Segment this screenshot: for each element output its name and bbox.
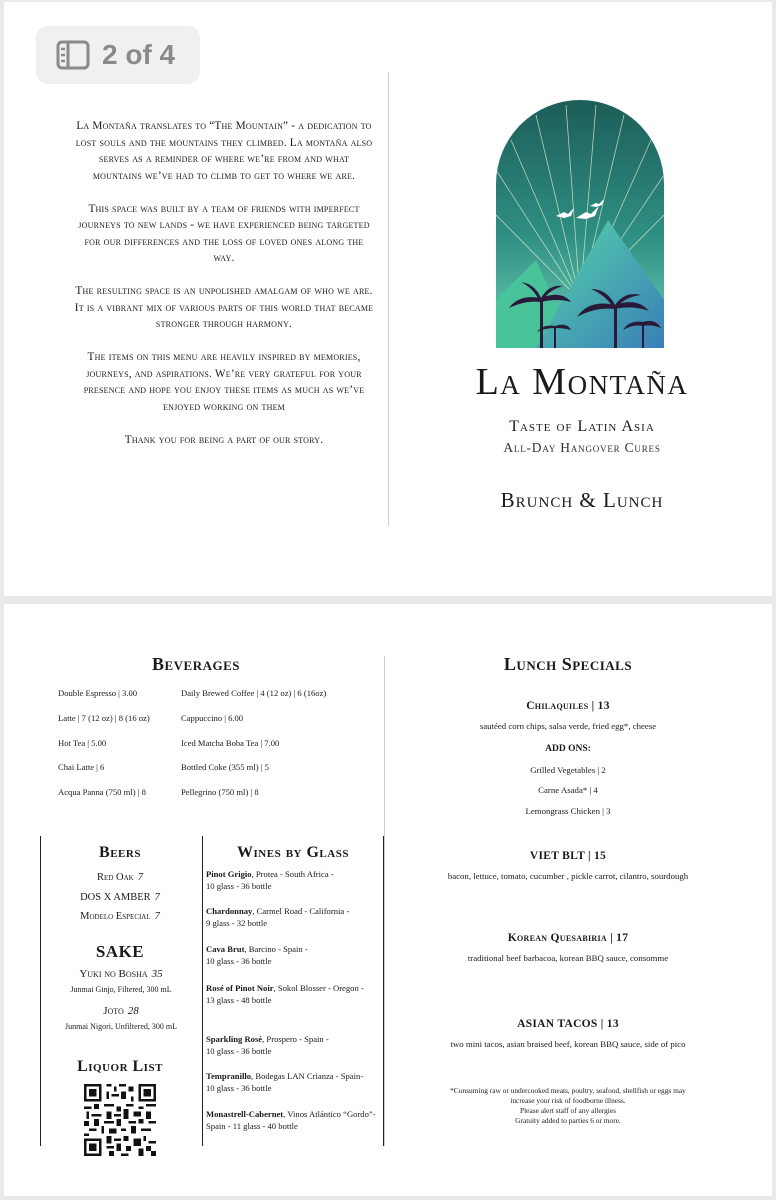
divider [388,72,389,526]
beers-heading: Beers [99,844,141,861]
menu-page-front [4,2,772,596]
story-text [74,118,374,465]
beverage-item: Chai Latte | 6 [58,762,105,773]
lunch-specials-heading: Lunch Specials [503,654,633,674]
menu-title: Brunch & Lunch [500,488,664,512]
beers-list [44,868,196,927]
lunch-item-desc: two mini tacos, asian braised beef, korean BBQ sauce, side of pico [450,1039,686,1049]
beverage-item: Hot Tea | 5.00 [58,737,107,748]
add-ons-list [404,739,732,821]
tagline: Taste of Latin Asia [509,418,655,435]
beverage-row [58,738,378,763]
beverage-item: Daily Brewed Coffee | 4 (12 oz) | 6 (16oz) [181,688,327,698]
beverages-list [58,688,378,812]
sake-item: Joto 28 Junmai Nigori, Unfiltered, 300 mL [65,1005,177,1031]
wines-heading: Wines by Glass [237,844,349,861]
beverage-row [58,762,378,787]
lunch-item-desc: bacon, lettuce, tomato, cucumber , pickle carrot, cilantro, sourdough [447,871,689,881]
lunch-item-name: Korean Quesabiria | 17 [507,932,629,944]
divider [384,656,385,1146]
lunch-item-name: Chilaquiles | 13 [526,700,610,712]
sake-item: Yuki no Bosha 35 Junmai Ginjo, Filtered, 300 mL [70,968,172,994]
lunch-item [404,850,732,881]
beer-item: DOS X AMBER 7 [80,891,160,903]
beverage-row [58,688,378,713]
beer-item: Red Oak 7 [97,872,143,883]
page-indicator-label: 2 of 4 [102,39,176,70]
beverage-row [58,787,378,812]
add-on-item: Carne Asada* | 4 [538,785,598,795]
divider [383,836,384,1146]
sake-heading: SAKE [95,942,145,961]
lunch-item-desc: sautéed corn chips, salsa verde, fried egg*, cheese [479,721,657,731]
sidebar-icon [56,40,90,70]
story-paragraph: The resulting space is an unpolished amalgam of who we are. It is a vibrant mix of various parts of this world that became stronger through harmony. [74,285,374,330]
add-on-item: Grilled Vegetables | 2 [530,764,606,775]
story-paragraph: La Montaña translates to “The Mountain” - a dedication to lost souls and the mountains they climbed. La montaña also serves as a reminder of where we’re from and what mountains we’ve had to climb to get to where we are. [75,120,373,182]
mountain-logo [496,100,664,348]
wine-item: Monastrell-Cabernet, Vinos Atlántico “Gordo”- Spain - 11 glass - 40 bottle [206,1109,376,1132]
beverage-item: Pellegrino (750 ml) | 8 [181,787,259,798]
lunch-item [404,700,732,821]
wine-item: Tempranillo, Bodegas LAN Crianza - Spain- 10 glass - 36 bottle [206,1071,364,1094]
lunch-item [404,1018,732,1049]
beer-item: Modelo Especial 7 [80,911,160,922]
beverage-item: Acqua Panna (750 ml) | 8 [58,787,146,798]
page-indicator[interactable] [36,26,200,84]
tagline-secondary: All-Day Hangover Cures [503,440,661,455]
wine-item: Pinot Grigio, Protea - South Africa - 10 glass - 36 bottle [206,869,334,892]
allergy-notice: *Consuming raw or undercooked meats, poultry, seafood, shellfish or eggs may increase your risk of foodborne illness. Please alert staff of any allergies Gratuity added to parties 6 or more. [450,1086,686,1125]
beverages-heading: Beverages [151,654,241,674]
beverage-item: Iced Matcha Boba Tea | 7.00 [181,737,280,748]
divider [202,836,203,1146]
wine-item: Sparkling Rosé, Prospero - Spain - 10 glass - 36 bottle [206,1034,329,1057]
lunch-item-desc: traditional beef barbacoa, korean BBQ sauce, consomme [467,953,669,963]
story-paragraph: Thank you for being a part of our story. [124,433,324,446]
lunch-item-name: ASIAN TACOS | 13 [517,1018,619,1030]
story-paragraph: The items on this menu are heavily inspired by memories, journeys, and aspirations. We’re very grateful for your presence and hope you enjoy these items as much as we’ve enjoyed working on them [83,351,365,413]
add-on-item: Lemongrass Chicken | 3 [525,805,611,816]
lunch-item-name: VIET BLT | 15 [529,850,607,862]
lunch-item [404,932,732,963]
wine-item: Cava Brut, Barcino - Spain - 10 glass - 36 bottle [206,944,308,967]
beverage-item: Cappuccino | 6.00 [181,712,244,723]
beverage-item: Double Espresso | 3.00 [58,688,138,698]
menu-page-inside [4,604,772,1196]
qr-code-icon[interactable] [84,1084,156,1156]
restaurant-name: La Montaña [475,361,689,403]
beverage-item: Latte | 7 (12 oz) | 8 (16 oz) [58,712,150,723]
beverage-row [58,713,378,738]
add-ons-heading: ADD ONS: [545,744,591,754]
beverage-item: Bottled Coke (355 ml) | 5 [181,762,269,773]
wine-item: Rosé of Pinot Noir, Sokol Blosser - Oregon - 13 glass - 48 bottle [206,983,364,1006]
wine-item: Chardonnay, Carmel Road - California - 9 glass - 32 bottle [206,906,350,929]
story-paragraph: This space was built by a team of friends with imperfect journeys to new lands - we have experienced being targeted for our differences and the loss of loved ones along the way. [78,202,370,264]
liquor-list-heading: Liquor List [77,1058,163,1075]
